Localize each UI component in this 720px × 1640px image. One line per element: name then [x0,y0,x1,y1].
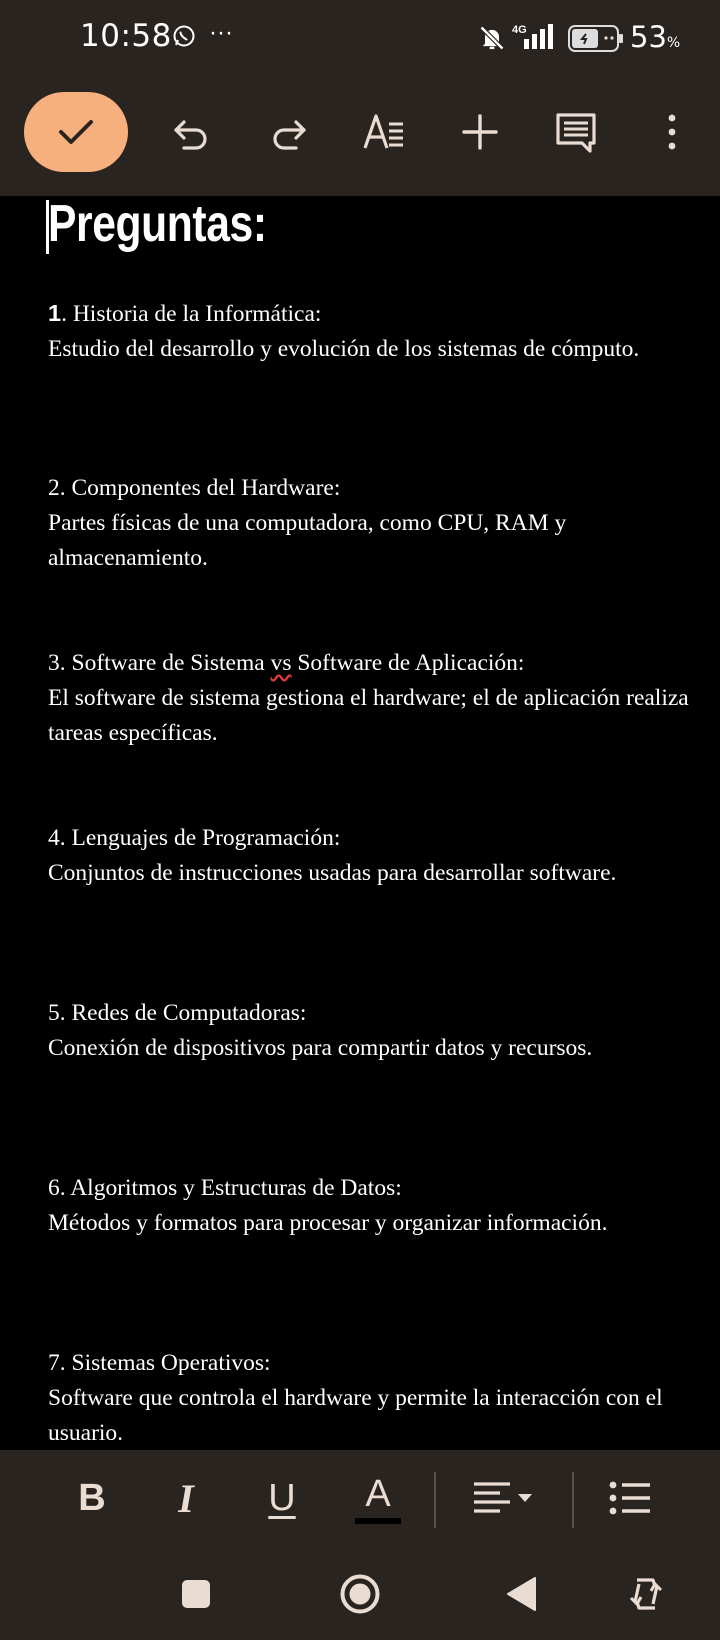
home-button[interactable] [338,1572,382,1616]
question-heading: 5. Redes de Computadoras: [48,1000,307,1026]
redo-icon [266,110,310,154]
document-body[interactable] [0,196,720,1450]
battery-percent: 53% [630,20,681,54]
system-nav-bar [0,1546,720,1640]
document-title[interactable]: Preguntas: [48,196,267,253]
question-item-3[interactable] [48,646,698,751]
question-item-6[interactable] [48,1171,698,1241]
text-color-button[interactable] [352,1472,404,1524]
question-body: Partes físicas de una computadora, como CPU, RAM y almacenamiento. [48,510,567,571]
bold-button[interactable]: B [78,1476,106,1519]
italic-button[interactable]: I [178,1475,194,1521]
network-type: 4G [512,24,527,36]
question-heading: 1. Historia de la Informática: [48,300,322,327]
recents-button[interactable] [174,1572,218,1616]
align-icon [470,1476,542,1520]
question-item-2[interactable] [48,471,698,576]
question-heading: 2. Componentes del Hardware: [48,475,341,501]
align-button[interactable] [470,1472,542,1524]
redo-button[interactable] [264,108,312,156]
text-color-label: A [365,1472,391,1515]
status-bar [0,0,720,80]
more-notifications-icon: ··· [209,19,233,46]
question-item-7[interactable] [48,1346,698,1450]
question-item-1[interactable] [48,296,698,367]
question-body: Conjuntos de instrucciones usadas para desarrollar software. [48,860,617,886]
battery-icon [568,25,624,52]
format-toolbar [0,1450,720,1546]
clock: 10:58 [80,18,172,54]
square-icon [181,1579,211,1609]
question-body: Estudio del desarrollo y evolución de los sistemas de cómputo. [48,336,640,362]
home-circle-icon [339,1573,381,1615]
spellcheck-word[interactable]: vs [270,650,292,676]
back-triangle-icon [505,1576,539,1612]
back-button[interactable] [500,1572,544,1616]
question-body: Conexión de dispositivos para compartir datos y recursos. [48,1035,593,1061]
comment-icon [554,110,598,154]
underline-button[interactable]: U [268,1476,296,1519]
undo-icon [170,110,214,154]
question-body: El software de sistema gestiona el hardware; el de aplicación realiza tareas específicas. [48,685,689,746]
more-vert-icon [650,110,694,154]
toolbar-divider [434,1472,436,1528]
check-icon [56,112,96,152]
rotate-button[interactable] [624,1572,668,1616]
toolbar-divider [572,1472,574,1528]
whatsapp-icon [172,24,196,48]
more-options-button[interactable] [648,108,696,156]
question-heading: 3. Software de Sistema vs Software de Aplicación: [48,650,525,676]
comment-button[interactable] [552,108,600,156]
question-heading: 4. Lenguajes de Programación: [48,825,341,851]
rotate-icon [629,1576,663,1612]
undo-button[interactable] [168,108,216,156]
question-body: Métodos y formatos para procesar y organizar información. [48,1210,608,1236]
question-body: Software que controla el hardware y permite la interacción con el usuario. [48,1385,663,1446]
signal-icon [520,24,560,50]
add-icon [458,110,502,154]
question-heading: 7. Sistemas Operativos: [48,1350,271,1376]
bullet-list-button[interactable] [606,1472,654,1524]
mute-icon [478,24,506,52]
question-item-4[interactable] [48,821,698,891]
insert-button[interactable] [456,108,504,156]
text-format-icon [362,110,406,154]
question-item-5[interactable] [48,996,698,1066]
text-format-button[interactable] [360,108,408,156]
done-button[interactable] [24,92,128,172]
bullet-list-icon [608,1478,652,1518]
text-color-swatch [355,1518,401,1524]
question-heading: 6. Algoritmos y Estructuras de Datos: [48,1175,402,1201]
top-toolbar [0,80,720,196]
